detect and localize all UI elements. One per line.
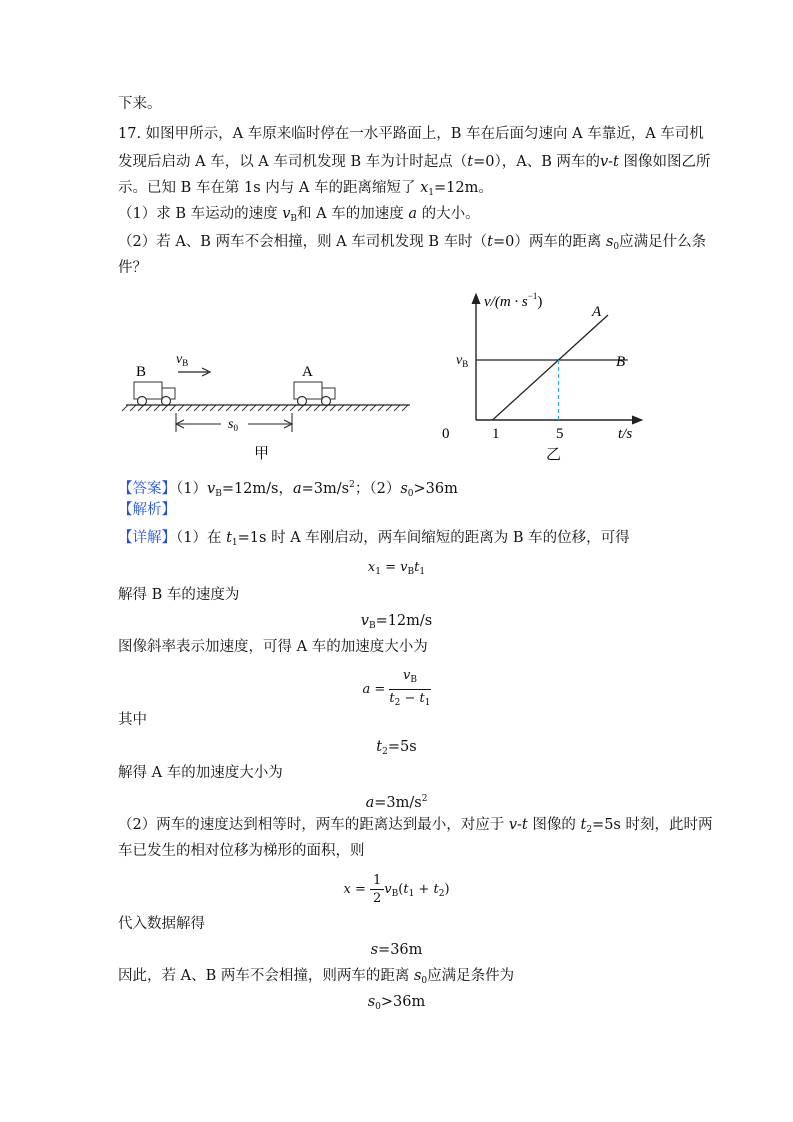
detail-line-8: 代入数据解得	[118, 916, 205, 932]
answer-tag: 【答案】	[118, 481, 176, 497]
y-axis-label: $v/(m \cdot s^{-1})$	[484, 291, 543, 310]
figure-yi-vt-graph	[438, 286, 653, 464]
detail-line-3: 图像斜率表示加速度，可得 A 车的加速度大小为	[118, 639, 428, 655]
equation-2: $v_B=12m/s$	[360, 613, 433, 631]
previous-text-tail: 下来。	[118, 96, 162, 112]
tick-5-label: 5	[556, 426, 564, 442]
distance-label: $s_0$	[228, 417, 238, 433]
answer-line: 【答案】$(1)v_B=12m/s$，$a=3m/s^2$；$(2)s_0>36m$	[118, 480, 458, 499]
fraction-half: $\frac{1}{2}$	[370, 872, 384, 907]
series-a-label: A	[592, 304, 602, 320]
origin-label: 0	[442, 426, 450, 442]
equation-5: $a=3m/s^2$	[365, 794, 428, 811]
figure-yi-caption: 乙	[546, 447, 562, 463]
equation-1: $x_1 = v_Bt_1$	[367, 560, 426, 577]
velocity-arrow	[178, 368, 210, 376]
equation-7: s=36m	[370, 942, 423, 958]
detail-line-5: 解得 A 车的加速度大小为	[118, 765, 283, 781]
sub-question-2-cont: 件？	[118, 260, 147, 276]
equation-6: x = $\frac{1}{2}$ $v_B(t_1 + t_2)$	[343, 873, 450, 906]
detail-line-1: 【详解】（1）在 $t_1=1s$ 时 A 车刚启动，两车间缩短的距离为 B 车的位移，可得	[118, 530, 630, 548]
tick-1-label: 1	[492, 426, 500, 442]
x-axis-arrow	[632, 416, 642, 424]
x-axis-label: t/s	[618, 426, 633, 442]
equation-3: a = $\frac{v_B}{t_2 - t_1}$	[0, 667, 793, 712]
series-line-a	[493, 315, 609, 420]
question-line-2: 发现后启动 A 车，以 A 车司机发现 B 车为计时起点（t=0），A、B 两车的v-t 图像如图乙所	[118, 154, 711, 170]
car-b	[134, 382, 175, 406]
y-axis-arrow	[472, 294, 480, 304]
detail-tag: 【详解】	[118, 530, 176, 546]
equation-8: $s_0>36m$	[367, 994, 426, 1012]
detail-line-2: 解得 B 车的速度为	[118, 587, 240, 603]
equation-4: $t_2=5s$	[376, 739, 417, 757]
car-b-label: B	[136, 364, 147, 380]
question-line-1: 17. 如图甲所示，A 车原来临时停在一水平路面上，B 车在后面匀速向 A 车靠近，A 车司机	[118, 126, 704, 142]
fraction: $\frac{v_B}{t_2 - t_1}$	[389, 668, 431, 708]
sub-question-1: （1）求 B 车运动的速度 $v_B$和 A 车的加速度 a 的大小。	[118, 206, 480, 224]
detail-line-6: （2）两车的速度达到相等时，两车的距离达到最小，对应于 v-t 图像的 $t_2=5s$ 时刻，此时两	[118, 817, 713, 835]
analysis-tag: 【解析】	[118, 502, 176, 518]
figure-jia	[118, 340, 418, 465]
detail-line-9: 因此，若 A、B 两车不会相撞，则两车的距离 $s_0$应满足条件为	[118, 968, 515, 986]
series-b-label: B	[616, 354, 626, 370]
vb-tick-label: $v_B$	[456, 353, 469, 369]
car-a	[294, 382, 335, 406]
car-a-label: A	[302, 364, 313, 380]
detail-line-7: 车已发生的相对位移为梯形的面积，则	[118, 843, 365, 859]
figure-jia-caption: 甲	[254, 446, 270, 462]
sub-question-2: （2）若 A、B 两车不会相撞，则 A 车司机发现 B 车时（t=0）两车的距离 $s_0$应满足什么条	[118, 234, 707, 252]
velocity-label: $v_B$	[176, 352, 189, 368]
question-line-3: 示。已知 B 车在第 1s 内与 A 车的距离缩短了 $x_1=12m$。	[118, 180, 493, 198]
detail-line-4: 其中	[118, 712, 147, 728]
